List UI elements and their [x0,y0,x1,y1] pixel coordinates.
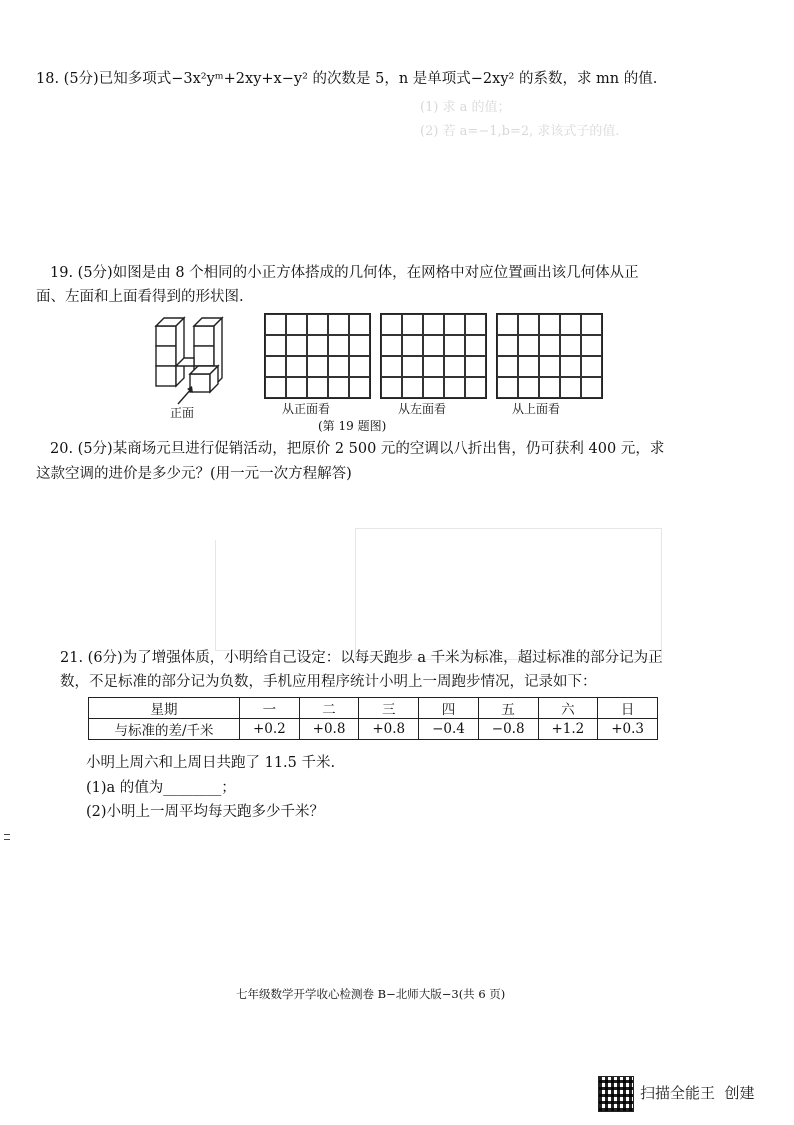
table-cell-day: 五 [478,698,538,719]
grid-label-left: 从左面看 [398,402,447,416]
question-19-line1: 19. (5分)如图是由 8 个相同的小正方体搭成的几何体，在网格中对应位置画出该几何体从正 [50,265,639,281]
table-cell-day: 日 [598,698,658,719]
front-arrow [176,384,196,406]
table-cell-diff: +0.8 [359,719,419,740]
table-cell-day: 一 [240,698,300,719]
table-cell-diff: +1.2 [538,719,598,740]
table-cell-diff: −0.8 [478,719,538,740]
question-21-line1: 21. (6分)为了增强体质，小明给自己设定：以每天跑步 a 千米为标准，超过标准的部分记为正 [60,650,663,666]
question-19-line2: 面、左面和上面看得到的形状图. [36,289,244,305]
bleed-text-a: (1) 求 a 的值； [420,100,511,115]
table-cell-day: 四 [419,698,479,719]
table-cell-day: 六 [538,698,598,719]
question-21-sub1[interactable]: (1)a 的值为________； [86,780,236,796]
qr-code-icon [598,1076,634,1112]
grid-label-front: 从正面看 [282,402,331,416]
question-21-note: 小明上周六和上周日共跑了 11.5 千米. [86,755,336,771]
margin-mark [4,834,10,840]
grid-label-top: 从上面看 [512,402,561,416]
grid-top-view[interactable] [496,313,603,399]
table-row-days [89,698,658,719]
scanner-watermark: 扫描全能王 创建 [640,1084,755,1102]
question-20-line2: 这款空调的进价是多少元？(用一元一次方程解答) [36,466,352,482]
question-20-line1: 20. (5分)某商场元旦进行促销活动，把原价 2 500 元的空调以八折出售，仍可获利 400 元，求 [50,441,665,457]
grid-left-view[interactable] [380,313,487,399]
table-header-diff: 与标准的差/千米 [89,719,240,740]
bleed-text-b: (2) 若 a=−1,b=2, 求该式子的值. [420,124,620,139]
page-footer: 七年级数学开学收心检测卷 B−北师大版−3(共 6 页) [236,987,506,1001]
bleed-chart-ghost [215,540,316,651]
table-cell-diff: −0.4 [419,719,479,740]
table-cell-diff: +0.2 [240,719,300,740]
table-header-weekday: 星期 [89,698,240,719]
question-18: 18. (5分)已知多项式−3x²yᵐ+2xy+x−y² 的次数是 5，n 是单项式−2xy² 的系数，求 mn 的值. [36,71,658,87]
question-21-line2: 数，不足标准的部分记为负数，手机应用程序统计小明上一周跑步情况，记录如下： [60,674,597,690]
figure-caption: (第 19 题图) [318,419,387,433]
running-record-table [88,697,658,740]
bleed-table-ghost [355,528,662,660]
table-row-diffs [89,719,658,740]
table-cell-day: 二 [299,698,359,719]
question-21-sub2: (2)小明上一周平均每天跑多少千米？ [86,804,325,820]
table-cell-diff: +0.3 [598,719,658,740]
table-cell-day: 三 [359,698,419,719]
front-label: 正面 [170,406,195,420]
grid-front-view[interactable] [264,313,371,399]
table-cell-diff: +0.8 [299,719,359,740]
